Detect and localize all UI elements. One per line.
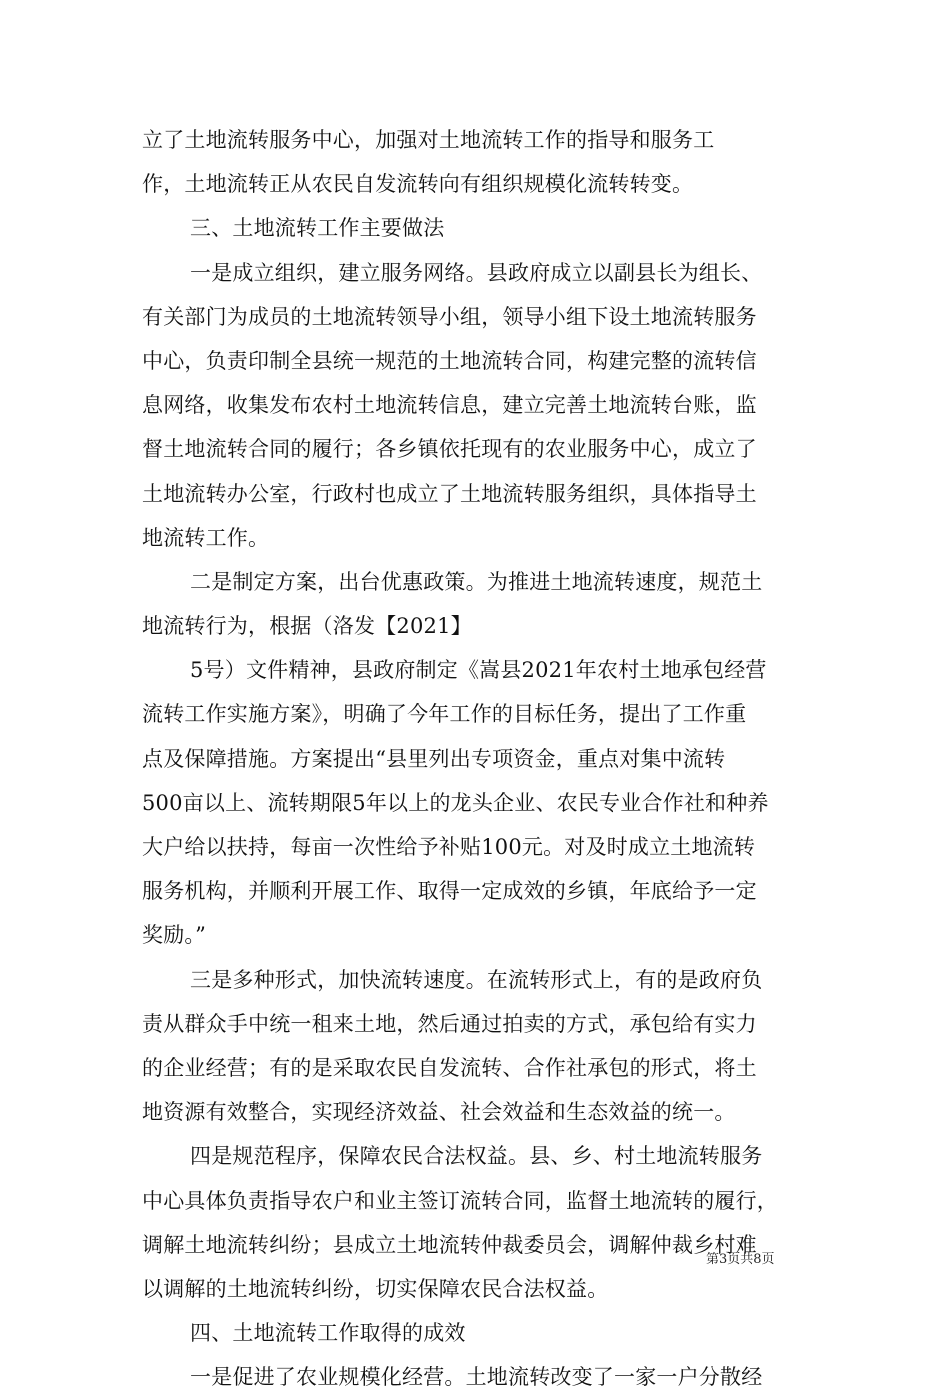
text-line: 督土地流转合同的履行；各乡镇依托现有的农业服务中心，成立了 [142, 437, 757, 462]
text-line: 中心，负责印制全县统一规范的土地流转合同，构建完整的流转信 [142, 348, 757, 373]
text-line: 500亩以上、流转期限5年以上的龙头企业、农民专业合作社和种养 [142, 790, 769, 815]
paragraph-start: 一是成立组织，建立服务网络。县政府成立以副县长为组长、 [190, 260, 763, 285]
text-line: 以调解的土地流转纠纷，切实保障农民合法权益。 [142, 1276, 609, 1301]
text-line: 中心具体负责指导农户和业主签订流转合同，监督土地流转的履行， [142, 1188, 778, 1213]
text-line: 服务机构，并顺利开展工作、取得一定成效的乡镇，年底给予一定 [142, 879, 757, 904]
text-line: 作，土地流转正从农民自发流转向有组织规模化流转转变。 [142, 172, 694, 197]
section-heading: 三、土地流转工作主要做法 [190, 216, 445, 241]
text-line: 责从群众手中统一租来土地，然后通过拍卖的方式，承包给有实力 [142, 1011, 757, 1036]
text-line: 息网络，收集发布农村土地流转信息，建立完善土地流转台账，监 [142, 393, 757, 418]
text-line: 土地流转办公室，行政村也成立了土地流转服务组织，具体指导土 [142, 481, 757, 506]
text-line: 地流转工作。 [142, 525, 270, 550]
text-line: 立了土地流转服务中心，加强对土地流转工作的指导和服务工 [142, 128, 715, 152]
paragraph-start: 5号）文件精神，县政府制定《嵩县2021年农村土地承包经营 [190, 658, 767, 683]
text-line: 地流转行为，根据（洛发【2021】 [142, 614, 472, 639]
paragraph-start: 三是多种形式，加快流转速度。在流转形式上，有的是政府负 [190, 967, 763, 992]
text-line: 奖励。” [142, 923, 207, 948]
page-number-footer: 第3页共8页 [706, 1252, 775, 1267]
paragraph-start: 二是制定方案，出台优惠政策。为推进土地流转速度，规范土 [190, 569, 763, 594]
paragraph-start: 一是促进了农业规模化经营。土地流转改变了一家一户分散经 [190, 1365, 763, 1390]
text-line: 点及保障措施。方案提出“县里列出专项资金，重点对集中流转 [142, 746, 726, 771]
text-line: 地资源有效整合，实现经济效益、社会效益和生态效益的统一。 [142, 1100, 736, 1125]
text-line: 流转工作实施方案》，明确了今年工作的目标任务，提出了工作重 [142, 702, 747, 727]
text-line: 调解土地流转纠纷；县成立土地流转仲裁委员会，调解仲裁乡村难 [142, 1232, 757, 1257]
paragraph-start: 四是规范程序，保障农民合法权益。县、乡、村土地流转服务 [190, 1144, 763, 1169]
body-text [142, 118, 810, 1399]
section-heading: 四、土地流转工作取得的成效 [190, 1321, 466, 1346]
text-line: 大户给以扶持，每亩一次性给予补贴100元。对及时成立土地流转 [142, 835, 756, 859]
text-line: 有关部门为成员的土地流转领导小组，领导小组下设土地流转服务 [142, 304, 757, 329]
text-line: 的企业经营；有的是采取农民自发流转、合作社承包的形式，将土 [142, 1055, 757, 1080]
